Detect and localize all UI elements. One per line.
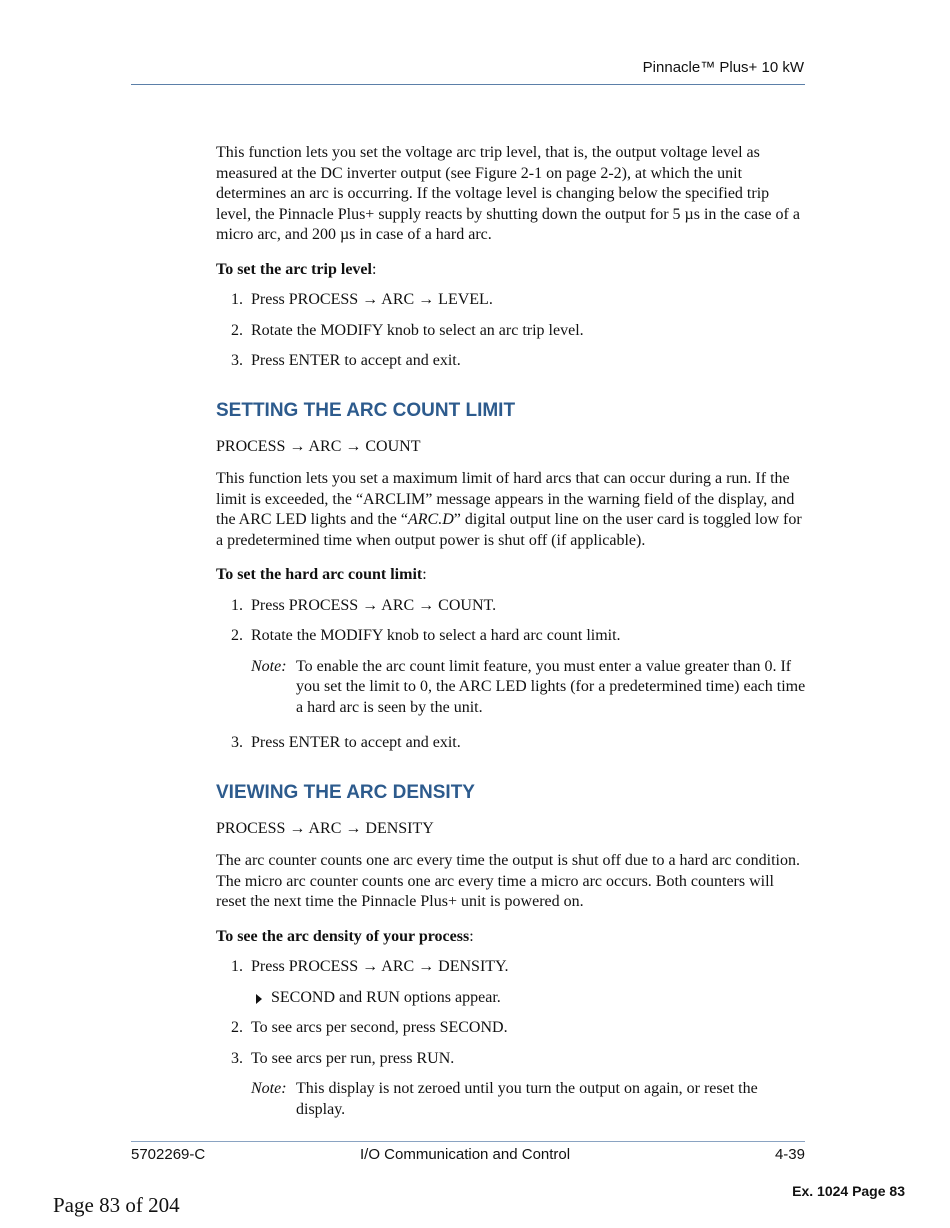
arc-count-lead-colon: :	[422, 566, 427, 583]
arc-count-steps-continued	[216, 733, 806, 754]
step-number: 2.	[231, 1019, 243, 1036]
arc-density-note	[216, 1079, 806, 1120]
footer-page-number: 4-39	[774, 1146, 805, 1163]
arc-count-lead	[216, 565, 806, 586]
footer-doc-number: 5702269-C	[131, 1146, 206, 1163]
intro-lead-colon: :	[371, 260, 377, 278]
list-item	[216, 1049, 806, 1070]
note-label: Note:	[251, 1080, 287, 1097]
menu-path: PROCESS → ARC → DENSITY	[216, 819, 434, 837]
arc-density-steps	[216, 957, 806, 978]
list-item	[216, 733, 806, 754]
section-heading-arc-density: VIEWING THE ARC DENSITY	[216, 781, 475, 803]
step-number: 3.	[231, 734, 243, 751]
arc-count-italic: ARC.D	[407, 511, 454, 528]
page-content	[216, 143, 806, 1135]
intro-lead-bold: To set the arc trip level	[216, 260, 372, 278]
arc-count-note	[216, 657, 806, 719]
menu-path: PROCESS → ARC → COUNT	[216, 437, 421, 455]
arc-count-steps	[216, 596, 806, 647]
intro-paragraph: This function lets you set the voltage arc trip level, that is, the output voltage level as measured at the DC inverter output (see Figure 2-1 on page 2-2), at which the unit determines an arc is occurring. If the voltage level is changing below the specified trip level, the Pinnacle Plus+ supply reacts by shutting down the output for 5 µs in the case of a micro arc, and 200 µs in case of a hard arc.	[216, 144, 800, 243]
page-counter: Page 83 of 204	[53, 1193, 180, 1217]
step-number: 1.	[231, 596, 243, 614]
list-item	[216, 321, 806, 342]
step-number: 1.	[231, 958, 243, 975]
step-number: 2.	[231, 321, 243, 339]
step-text: Press PROCESS → ARC → COUNT.	[251, 596, 497, 614]
section-heading-arc-count: SETTING THE ARC COUNT LIMIT	[216, 399, 516, 421]
arc-density-lead-colon: :	[469, 927, 474, 945]
footer-section-title: I/O Communication and Control	[360, 1146, 571, 1163]
step-text: To see arcs per run, press RUN.	[251, 1049, 455, 1067]
arc-count-text-b: ” digital output line on the user card is toggled low for a predetermined time when output power is shut off (if applicable).	[216, 511, 802, 549]
note-text: This display is not zeroed until you turn the output on again, or reset the display.	[296, 1080, 758, 1118]
intro-lead	[216, 260, 806, 281]
triangle-bullet-icon	[256, 994, 262, 1004]
step-text: Press PROCESS → ARC → LEVEL.	[251, 291, 493, 308]
step-number: 1.	[231, 291, 243, 308]
arc-count-text-a: This function lets you set a maximum limit of hard arcs that can occur during a run. If the limit is exceeded, the “ARCLIM” message appears in the warning field of the display, and the ARC LED lights and the “	[216, 470, 795, 528]
intro-steps	[216, 290, 806, 372]
header-rule	[131, 84, 805, 85]
footer-rule	[131, 1141, 805, 1142]
step-text: To see arcs per second, press SECOND.	[251, 1019, 508, 1036]
list-item	[216, 957, 806, 978]
note-text: To enable the arc count limit feature, you must enter a value greater than 0. If you set the limit to 0, the ARC LED lights (for a predetermined time) each time a hard arc is seen by the unit.	[296, 657, 806, 716]
step-text: Press ENTER to accept and exit.	[251, 734, 461, 751]
step-number: 3.	[231, 1049, 243, 1067]
step-text: Press PROCESS → ARC → DENSITY.	[251, 958, 509, 975]
list-item	[216, 1018, 806, 1039]
step-text: Press ENTER to accept and exit.	[251, 352, 461, 369]
note-label: Note:	[251, 657, 287, 675]
list-item	[216, 290, 806, 311]
step-text: Rotate the MODIFY knob to select an arc trip level.	[251, 321, 584, 339]
list-item	[216, 351, 806, 372]
arc-count-lead-bold: To set the hard arc count limit	[216, 566, 423, 583]
step-number: 2.	[231, 627, 243, 644]
step-number: 3.	[231, 352, 243, 369]
list-item	[216, 596, 806, 617]
arc-density-lead	[216, 927, 806, 948]
arc-count-paragraph	[216, 469, 806, 551]
arc-density-steps-continued	[216, 1018, 806, 1069]
arc-density-lead-bold: To see the arc density of your process	[216, 927, 470, 945]
running-header-title: Pinnacle™ Plus+ 10 kW	[642, 59, 804, 76]
bullet-text: SECOND and RUN options appear.	[271, 988, 501, 1006]
step-text: Rotate the MODIFY knob to select a hard arc count limit.	[251, 627, 621, 644]
arc-density-paragraph: The arc counter counts one arc every time the output is shut off due to a hard arc condition. The micro arc counter counts one arc every time a micro arc occurs. Both counters will reset the next time the Pinnacle Plus+ unit is powered on.	[216, 852, 800, 910]
exhibit-stamp: Ex. 1024 Page 83	[792, 1183, 905, 1199]
result-bullet	[216, 988, 806, 1009]
list-item	[216, 626, 806, 647]
